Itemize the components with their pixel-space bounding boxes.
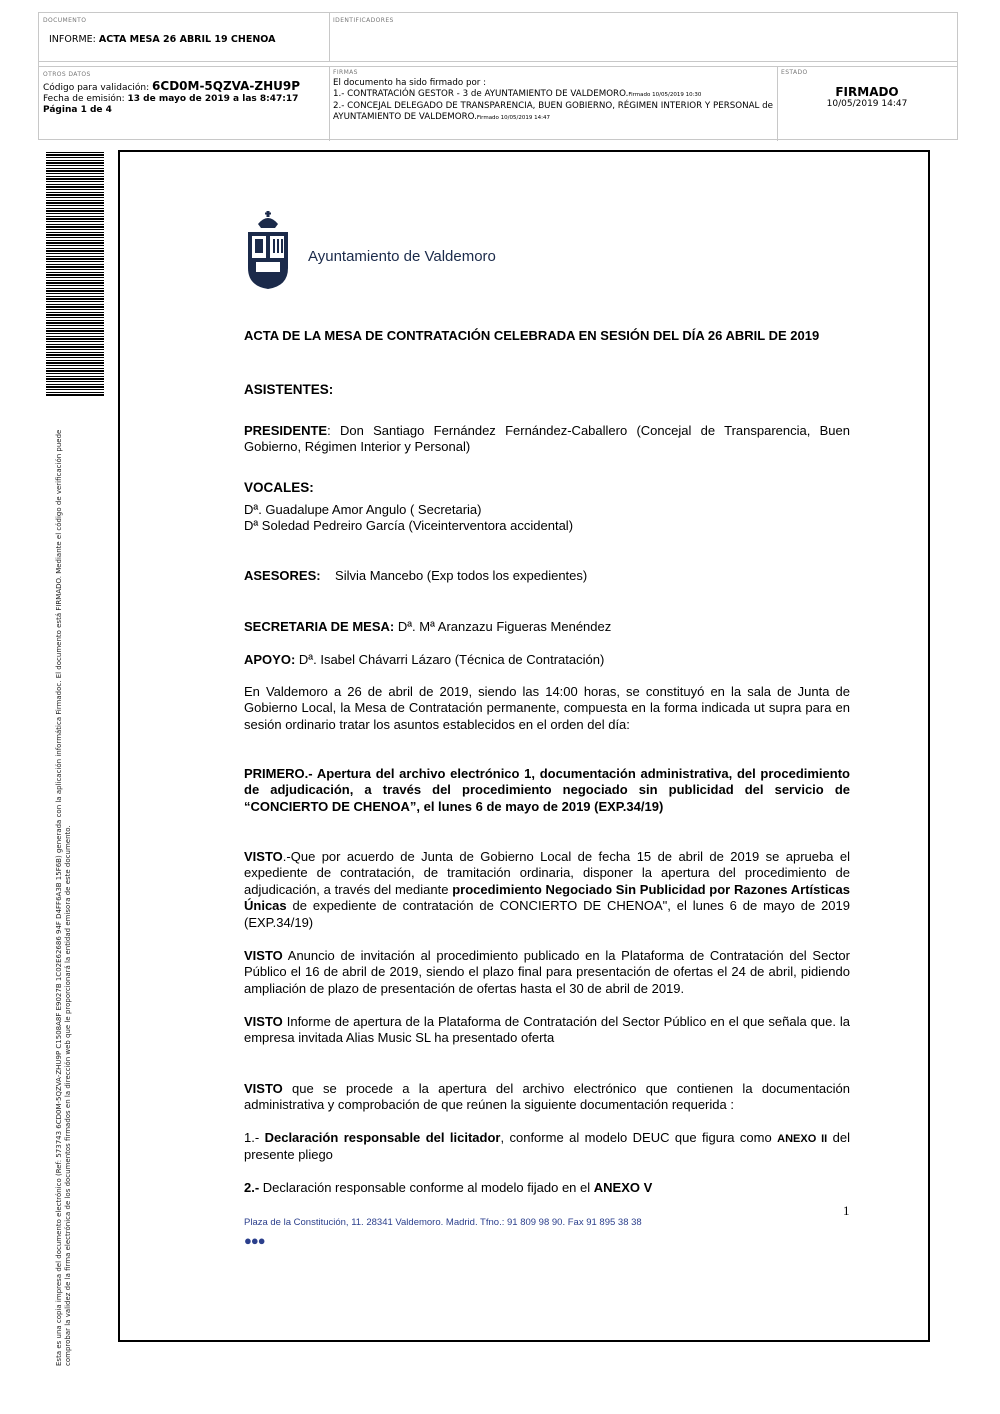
verification-side-text: Esta es una copia impresa del documento electrónico (Ref: 573743 6CD0M-5QZVA-ZHU9P C1508A8F E9027B 1C02E62686 94F D4FF6A3B 15F6B) generada con la aplicación informática Firmadoc. El documento está FIRMADO. Mediante el código de verificación puede comprobar la validez de la firma electrónica de los documentos firmados en la dirección web que le proporcionará la entidad emisora de este documento. [55, 429, 72, 1366]
visto-paragraph: VISTO Anuncio de invitación al procedimiento publicado en la Plataforma de Contratación del Sector Público el 16 de abril de 2019, siendo el plazo final para presentación de ofertas el 24 de abril, pidiendo ampliación de plazo de presentación de ofertas hasta el 30 de abril de 2019. [244, 948, 850, 996]
presidente-paragraph: PRESIDENTE: Don Santiago Fernández Fernández-Caballero (Concejal de Transparencia, Buen Gobierno, Régimen Interior y Personal) [244, 423, 850, 455]
vocal-line: Dª Soledad Pedreiro García (Viceinterventora accidental) [244, 518, 574, 533]
footer-dots: ●●● [244, 1233, 265, 1248]
page-number: 1 [843, 1203, 850, 1218]
otros-datos-cell [39, 66, 329, 141]
documento-cell [39, 13, 329, 61]
informe-title: INFORME: ACTA MESA 26 ABRIL 19 CHENOA [49, 34, 276, 45]
document-title: ACTA DE LA MESA DE CONTRATACIÓN CELEBRADA EN SESIÓN DEL DÍA 26 ABRIL DE 2019 [244, 328, 820, 343]
document-header-table [38, 12, 958, 140]
firmas-list [333, 78, 773, 124]
vocal-line: Dª. Guadalupe Amor Angulo ( Secretaria) [244, 502, 482, 517]
asesores-paragraph: ASESORES: Silvia Mancebo (Exp todos los expedientes) [244, 568, 588, 583]
firmas-intro: El documento ha sido firmado por : [333, 78, 487, 88]
estado-date: 10/05/2019 14:47 [826, 99, 908, 109]
codigo-validacion: Código para validación: 6CD0M-5QZVA-ZHU9P [43, 79, 301, 93]
intro-paragraph: En Valdemoro a 26 de abril de 2019, siendo las 14:00 horas, se constituyó en la sala de Junta de Gobierno Local, la Mesa de Contratación permanente, compuesta en la forma indicada ut supra para en sesión ordinario tratar los asuntos establecidos en el orden del día: [244, 684, 850, 732]
identificadores-caption: IDENTIFICADORES [333, 17, 394, 24]
estado-cell [777, 66, 957, 141]
organization-name: Ayuntamiento de Valdemoro [308, 248, 496, 265]
codigo-value[interactable]: 6CD0M-5QZVA-ZHU9P [152, 79, 301, 93]
firma-item: 2.- CONCEJAL DELEGADO DE TRANSPARENCIA, BUEN GOBIERNO, RÉGIMEN INTERIOR Y PERSONAL de AYUNTAMIENTO DE VALDEMORO.Firmado 10/05/2019 14:47 [333, 101, 773, 122]
documento-caption: DOCUMENTO [43, 17, 87, 24]
secretaria-paragraph: SECRETARIA DE MESA: Dª. Mª Aranzazu Figueras Menéndez [244, 619, 612, 634]
firma-item: 1.- CONTRATACIÓN GESTOR - 3 de AYUNTAMIENTO DE VALDEMORO.Firmado 10/05/2019 10:30 [333, 89, 702, 99]
coat-of-arms-logo [244, 210, 292, 290]
divider [39, 61, 957, 62]
requirement-item-1: 1.- Declaración responsable del licitador, conforme al modelo DEUC que figura como ANEXO II del presente pliego [244, 1130, 850, 1163]
fecha-emision: Fecha de emisión: 13 de mayo de 2019 a las 8:47:17 [43, 94, 299, 104]
pagina-indicator: Página 1 de 4 [43, 105, 112, 115]
apoyo-paragraph: APOYO: Dª. Isabel Chávarri Lázaro (Técnica de Contratación) [244, 652, 605, 667]
requirement-item-2: 2.- Declaración responsable conforme al modelo fijado en el ANEXO V [244, 1180, 653, 1195]
asistentes-heading: ASISTENTES: [244, 382, 334, 397]
visto-paragraph: VISTO.-Que por acuerdo de Junta de Gobierno Local de fecha 15 de abril de 2019 se aprueba el expediente de contratación, de tramitación ordinaria, disponer la apertura del procedimiento de adjudicación, a través del mediante procedimiento Negociado Sin Publicidad por Razones Artísticas Únicas de expediente de contratación de CONCIERTO DE CHENOA", el lunes 6 de mayo de 2019 (EXP.34/19) [244, 849, 851, 930]
visto-paragraph: VISTO Informe de apertura de la Plataforma de Contratación del Sector Público en el que señala que. la empresa invitada Alias Music SL ha presentado oferta [244, 1014, 850, 1046]
otros-datos-caption: OTROS DATOS [43, 71, 91, 78]
firmas-cell [329, 66, 777, 141]
barcode-image [46, 152, 104, 396]
footer-address: Plaza de la Constitución, 11. 28341 Valdemoro. Madrid. Tfno.: 91 809 98 90. Fax 91 895 38 38 [244, 1217, 642, 1228]
identificadores-cell [329, 13, 957, 61]
visto-paragraph: VISTO que se procede a la apertura del archivo electrónico que contienen la documentación administrativa y comprobación de que reúnen la siguiente documentación requerida : [244, 1081, 850, 1113]
estado-caption: ESTADO [781, 69, 808, 76]
firmas-caption: FIRMAS [333, 69, 358, 76]
estado-value: FIRMADO [835, 85, 899, 99]
vocales-heading: VOCALES: [244, 480, 314, 495]
primero-paragraph: PRIMERO.- Apertura del archivo electrónico 1, documentación administrativa, del procedimiento de adjudicación, a través del procedimiento negociado sin publicidad del servicio de “CONCIERTO DE CHENOA”, el lunes 6 de mayo de 2019 (EXP.34/19) [244, 766, 850, 814]
